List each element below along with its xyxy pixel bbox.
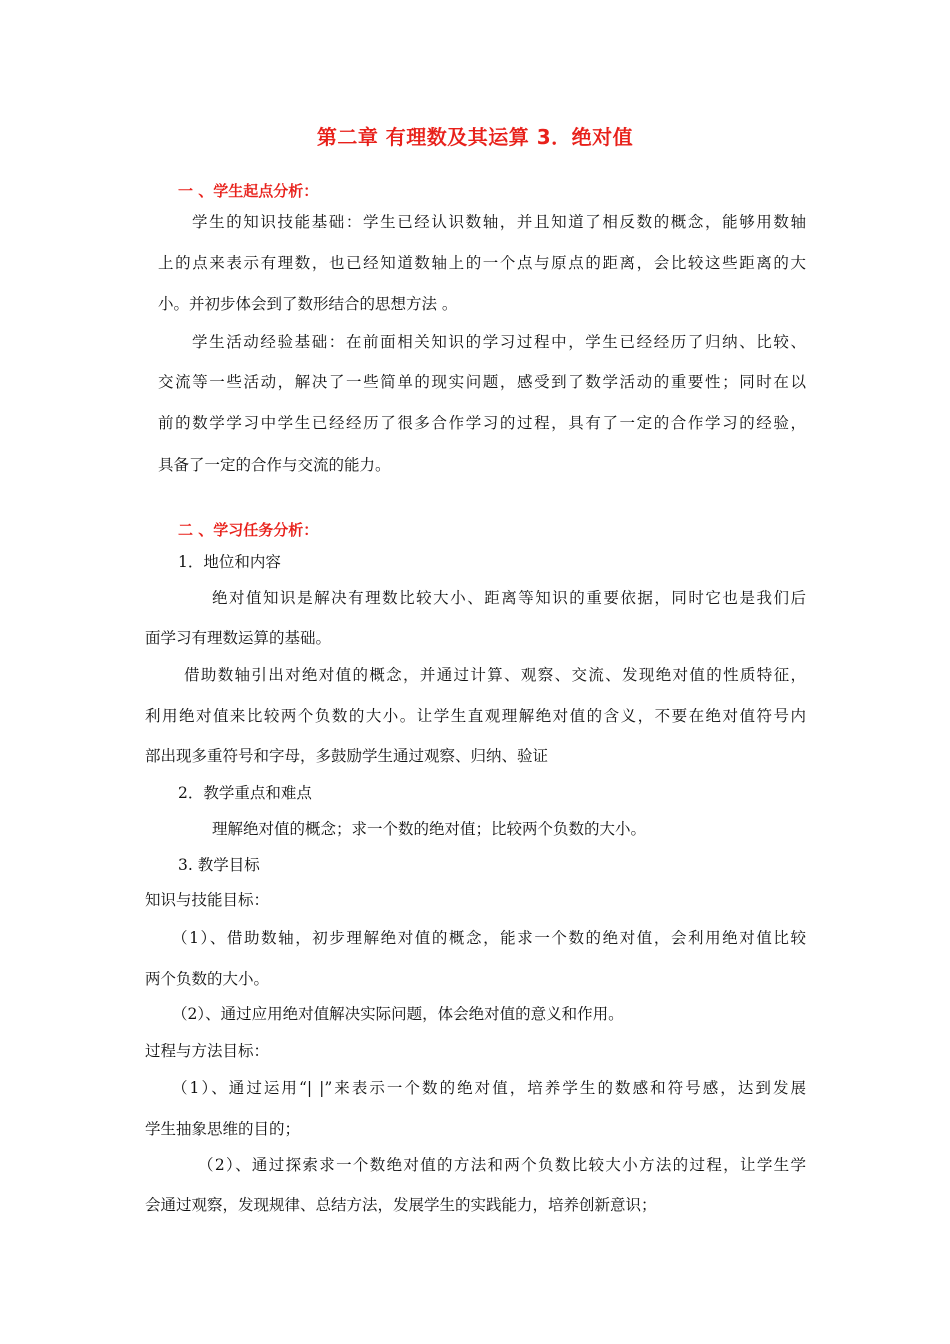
subsection-label: 过程与方法目标： (145, 1042, 270, 1060)
paragraph-line: 理解绝对值的概念；求一个数的绝对值；比较两个负数的大小。 (212, 820, 647, 838)
paragraph-line: （2）、通过探索求一个数绝对值的方法和两个负数比较大小方法的过程，让学生学 (198, 1156, 806, 1174)
item-title: 1．地位和内容 (178, 553, 281, 571)
paragraph-line: 小。并初步体会到了数形结合的思想方法 。 (158, 295, 458, 313)
paragraph-line: 学生抽象思维的目的； (145, 1120, 301, 1138)
subsection-label: 知识与技能目标： (145, 891, 270, 909)
paragraph-line: 学生的知识技能基础：学生已经认识数轴，并且知道了相反数的概念，能够用数轴 (192, 213, 806, 231)
paragraph-line: （1）、借助数轴，初步理解绝对值的概念，能求一个数的绝对值，会利用绝对值比较 (172, 929, 806, 947)
page-title: 第二章 有理数及其运算 3．绝对值 (316, 125, 634, 149)
paragraph-line: 利用绝对值来比较两个负数的大小。让学生直观理解绝对值的含义，不要在绝对值符号内 (145, 707, 806, 725)
paragraph-line: 借助数轴引出对绝对值的概念，并通过计算、观察、交流、发现绝对值的性质特征， (184, 666, 806, 684)
paragraph-line: 具备了一定的合作与交流的能力。 (158, 456, 391, 474)
paragraph-line: 面学习有理数运算的基础。 (145, 629, 332, 647)
section-heading-student-analysis: 一 、学生起点分析： (178, 182, 319, 200)
paragraph-line: （2）、通过应用绝对值解决实际问题，体会绝对值的意义和作用。 (172, 1005, 624, 1023)
paragraph-line: 会通过观察，发现规律、总结方法，发展学生的实践能力，培养创新意识； (145, 1196, 657, 1214)
paragraph-line: （1）、通过运用“| |”来表示一个数的绝对值，培养学生的数感和符号感，达到发展 (172, 1079, 806, 1097)
item-title: 3. 教学目标 (178, 856, 260, 874)
section-heading-task-analysis: 二 、学习任务分析： (178, 521, 319, 539)
paragraph-line: 学生活动经验基础：在前面相关知识的学习过程中，学生已经经历了归纳、比较、 (192, 333, 806, 351)
paragraph-line: 前的数学学习中学生已经经历了很多合作学习的过程，具有了一定的合作学习的经验， (158, 414, 806, 432)
paragraph-line: 交流等一些活动，解决了一些简单的现实问题，感受到了数学活动的重要性；同时在以 (158, 373, 806, 391)
paragraph-line: 两个负数的大小。 (145, 970, 270, 988)
item-title: 2．教学重点和难点 (178, 784, 312, 802)
paragraph-line: 绝对值知识是解决有理数比较大小、距离等知识的重要依据，同时它也是我们后 (212, 589, 806, 607)
paragraph-line: 部出现多重符号和字母，多鼓励学生通过观察、归纳、验证 (145, 747, 549, 765)
paragraph-line: 上的点来表示有理数，也已经知道数轴上的一个点与原点的距离，会比较这些距离的大 (158, 254, 806, 272)
